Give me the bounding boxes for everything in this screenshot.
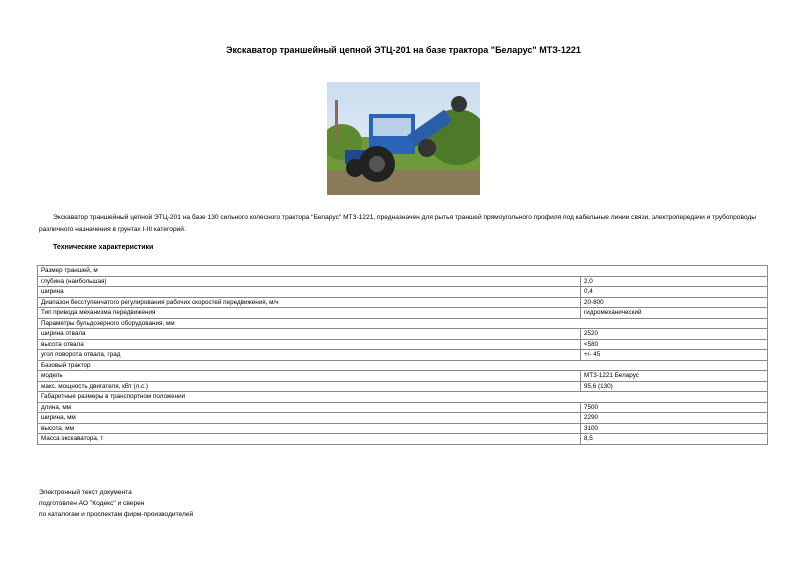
spec-label: ширина отвала bbox=[38, 329, 581, 340]
table-row bbox=[38, 360, 768, 371]
trencher-tractor-photo bbox=[327, 82, 480, 195]
table-row bbox=[38, 371, 768, 382]
spec-value: +/- 45 bbox=[581, 350, 768, 361]
spec-value: 2290 bbox=[581, 413, 768, 424]
table-row bbox=[38, 434, 768, 445]
spec-label: Параметры бульдозерного оборудования, мм bbox=[38, 318, 581, 329]
spec-label: высота отвала bbox=[38, 339, 581, 350]
spec-value: 20-800 bbox=[581, 297, 768, 308]
spec-label: ширина bbox=[38, 287, 581, 298]
spec-value: 7500 bbox=[581, 402, 768, 413]
specs-heading: Технические характеристики bbox=[53, 244, 154, 251]
description-paragraph bbox=[39, 212, 774, 235]
spec-value: 2,0 bbox=[581, 276, 768, 287]
spec-label: макс. мощность двигателя, кВт (л.с.) bbox=[38, 381, 581, 392]
spec-label: высота, мм bbox=[38, 423, 581, 434]
spec-value: 95,6 (130) bbox=[581, 381, 768, 392]
spec-label: Масса экскаватора, т bbox=[38, 434, 581, 445]
spec-label: Тип привода механизма передвижения bbox=[38, 308, 581, 319]
spec-label: Диапазон бесступенчатого регулирования рабочих скоростей передвижения, м/ч bbox=[38, 297, 581, 308]
spec-value: 0,4 bbox=[581, 287, 768, 298]
table-row bbox=[38, 402, 768, 413]
spec-value: 2520 bbox=[581, 329, 768, 340]
spec-label: угол поворота отвала, град bbox=[38, 350, 581, 361]
spec-value: 8,5 bbox=[581, 434, 768, 445]
spec-value: <580 bbox=[581, 339, 768, 350]
spec-label: длина, мм bbox=[38, 402, 581, 413]
specs-table bbox=[37, 265, 768, 445]
table-row bbox=[38, 318, 768, 329]
table-row bbox=[38, 423, 768, 434]
spec-value bbox=[581, 318, 768, 329]
spec-label: Габаритные размеры в транспортном положении bbox=[38, 392, 581, 403]
spec-label: Базовый трактор bbox=[38, 360, 581, 371]
table-row bbox=[38, 339, 768, 350]
spec-label: ширина, мм bbox=[38, 413, 581, 424]
table-row bbox=[38, 297, 768, 308]
spec-label: глубина (наибольшая) bbox=[38, 276, 581, 287]
footer-line: по каталогам и проспектам фирм-производителей bbox=[39, 511, 194, 518]
table-row bbox=[38, 329, 768, 340]
spec-label: модель bbox=[38, 371, 581, 382]
table-row bbox=[38, 381, 768, 392]
table-row bbox=[38, 276, 768, 287]
description-text: Экскаватор траншейный цепной ЭТЦ-201 на базе 130 сильного колесного трактора "Беларус" МТЗ-1221, предназначен для рытья траншей прямоугольного профиля под кабельные линии связи, электропередачи и трубопроводы различного назначения в грунтах I-III категорий. bbox=[39, 214, 757, 233]
spec-value: 3100 bbox=[581, 423, 768, 434]
spec-value bbox=[581, 392, 768, 403]
footer-line: подготовлен АО "Кодекс" и сверен bbox=[39, 500, 145, 507]
spec-value: гидромеханический bbox=[581, 308, 768, 319]
table-row bbox=[38, 413, 768, 424]
document-title: Экскаватор траншейный цепной ЭТЦ-201 на базе трактора "Беларус" МТЗ-1221 bbox=[226, 45, 581, 55]
footer-line: Электронный текст документа bbox=[39, 489, 132, 496]
table-row bbox=[38, 392, 768, 403]
table-row bbox=[38, 287, 768, 298]
table-row bbox=[38, 266, 768, 277]
spec-value bbox=[581, 266, 768, 277]
table-row bbox=[38, 350, 768, 361]
spec-value bbox=[581, 360, 768, 371]
footer-note bbox=[39, 487, 193, 520]
spec-value: МТЗ-1221 Беларус bbox=[581, 371, 768, 382]
spec-label: Размер траншей, м bbox=[38, 266, 581, 277]
table-row bbox=[38, 308, 768, 319]
